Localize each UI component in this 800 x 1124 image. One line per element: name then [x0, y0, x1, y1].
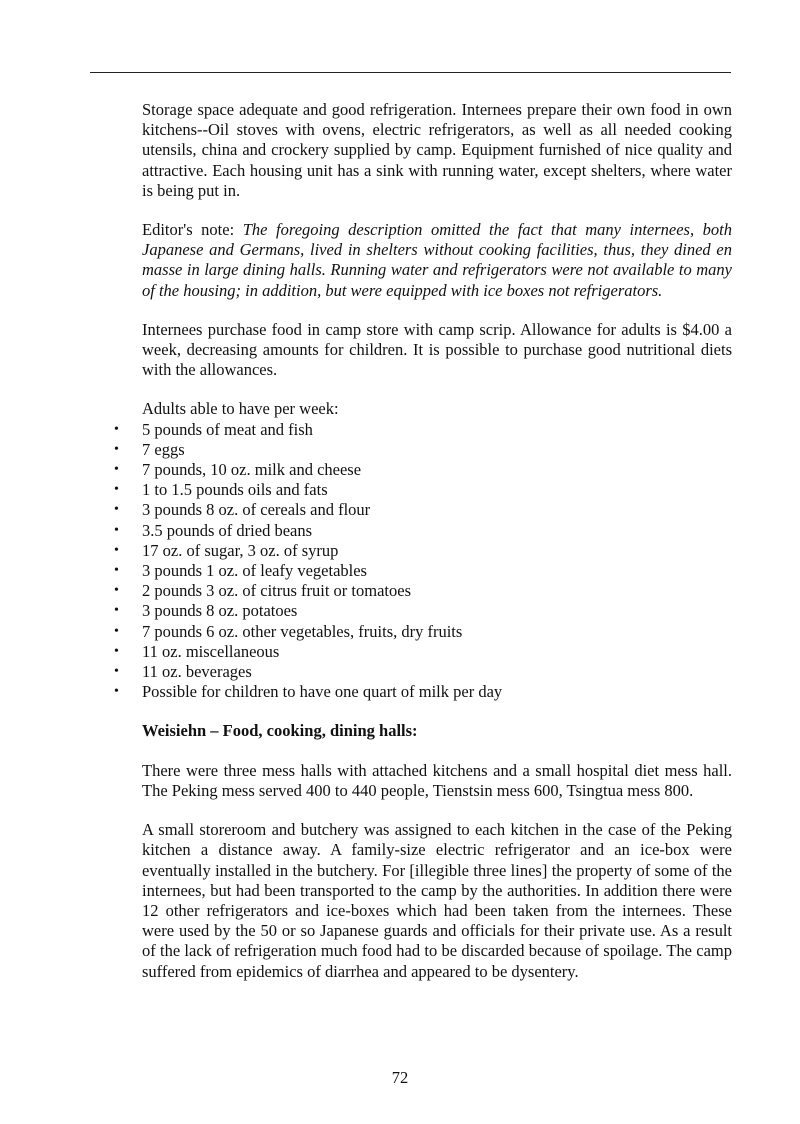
section-heading: Weisiehn – Food, cooking, dining halls: — [142, 721, 418, 741]
bullet-icon: • — [114, 482, 119, 498]
bullet-icon: • — [114, 441, 119, 457]
list-intro: Adults able to have per week: — [142, 399, 339, 419]
list-item — [114, 520, 732, 541]
bullet-icon: • — [114, 502, 119, 518]
list-item-text: 2 pounds 3 oz. of citrus fruit or tomatoes — [142, 581, 411, 601]
list-item-text: Possible for children to have one quart of milk per day — [142, 682, 503, 702]
bullet-icon: • — [114, 623, 119, 639]
editor-note-label: Editor's note: — [142, 220, 235, 240]
list-item — [114, 621, 732, 642]
list-item — [114, 641, 732, 662]
editor-note-text: The foregoing description omitted the fact that many internees, both Japanese and Germans, lived in shelters without cooking facilities, thus, they dined en masse in large dining halls. Running water and refrigerators were not available to many of the housing; in addition, but were equipped with ice boxes not refrigerators. — [142, 220, 732, 300]
list-item — [114, 500, 732, 520]
list-item — [114, 662, 732, 682]
page-number: 72 — [391, 1068, 409, 1087]
bullet-icon: • — [114, 643, 119, 659]
paragraph-refrigeration: A small storeroom and butchery was assigned to each kitchen in the case of the Peking kitchen a distance away. A family-size electric refrigerator and an ice-box were eventually installed in the butchery. For [illegible three lines] the property of some of the internees, but had been transported to the camp by the authorities. In addition there were 12 other refrigerators and ice-boxes which had been taken from the internees. These were used by the 50 or so Japanese guards and officials for their private use. As a result of the lack of refrigeration much food had to be discarded because of spoilage. The camp suffered from epidemics of diarrhea and appeared to be dysentery. — [142, 820, 732, 981]
list-item — [114, 682, 732, 702]
bullet-icon: • — [114, 462, 119, 478]
header-rule — [90, 72, 731, 73]
paragraph-allowance: Internees purchase food in camp store with camp scrip. Allowance for adults is $4.00 a week, decreasing amounts for children. It is possible to purchase good nutritional diets with the allowances. — [142, 319, 732, 380]
list-item-text: 11 oz. miscellaneous — [142, 641, 280, 661]
list-item-text: 1 to 1.5 pounds oils and fats — [142, 480, 328, 500]
list-item-text: 3 pounds 8 oz. of cereals and flour — [142, 500, 371, 520]
list-item — [114, 561, 732, 581]
list-item — [114, 480, 732, 500]
bullet-icon: • — [114, 583, 119, 599]
list-item — [114, 460, 732, 480]
list-item-text: 3.5 pounds of dried beans — [142, 520, 313, 540]
list-item-text: 7 eggs — [142, 439, 185, 459]
bullet-icon: • — [114, 664, 119, 680]
list-item — [114, 419, 732, 440]
list-item — [114, 540, 732, 561]
bullet-icon: • — [114, 603, 119, 619]
bullet-icon: • — [114, 563, 119, 579]
editor-note — [142, 220, 732, 301]
list-item-text: 11 oz. beverages — [142, 662, 252, 682]
list-item-text: 7 pounds, 10 oz. milk and cheese — [142, 460, 362, 480]
bullet-icon: • — [114, 522, 119, 538]
list-item — [114, 581, 732, 601]
list-item — [114, 601, 732, 621]
paragraph-mess-halls: There were three mess halls with attached kitchens and a small hospital diet mess hall. The Peking mess served 400 to 440 people, Tienstsin mess 600, Tsingtua mess 800. — [142, 760, 732, 800]
list-item-text: 5 pounds of meat and fish — [142, 419, 313, 439]
bullet-icon: • — [114, 542, 119, 558]
page-body — [114, 100, 732, 1001]
list-item-text: 17 oz. of sugar, 3 oz. of syrup — [142, 540, 339, 560]
list-item — [114, 439, 732, 460]
weekly-food-list — [114, 419, 732, 703]
paragraph-storage: Storage space adequate and good refrigeration. Internees prepare their own food in own kitchens--Oil stoves with ovens, electric refrigerators, as well as all needed cooking utensils, china and crockery supplied by camp. Equipment furnished of nice quality and attractive. Each housing unit has a sink with running water, except shelters, where water is being put in. — [142, 100, 732, 200]
bullet-icon: • — [114, 421, 119, 437]
list-item-text: 3 pounds 8 oz. potatoes — [142, 601, 298, 621]
list-item-text: 7 pounds 6 oz. other vegetables, fruits, dry fruits — [142, 621, 463, 641]
bullet-icon: • — [114, 684, 119, 700]
list-item-text: 3 pounds 1 oz. of leafy vegetables — [142, 561, 367, 581]
